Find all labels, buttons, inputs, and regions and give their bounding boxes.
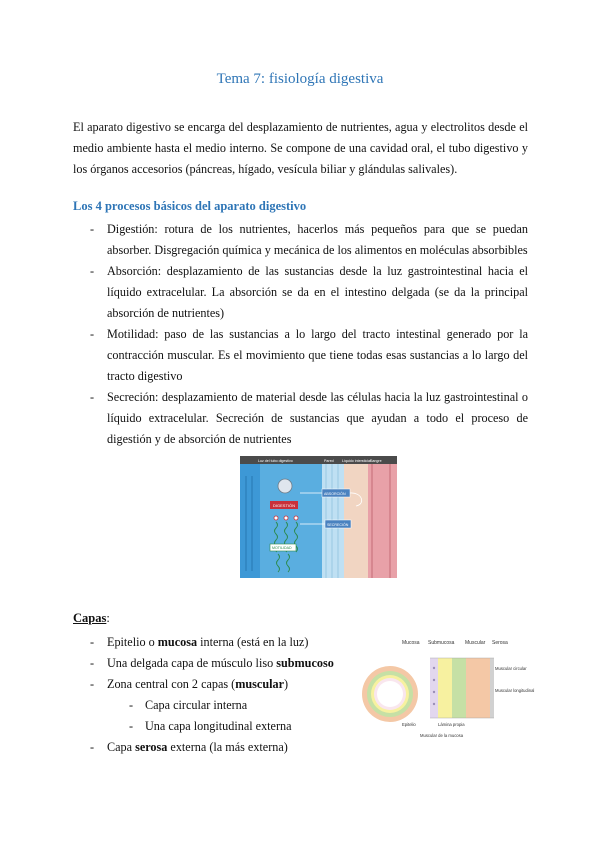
fig2-label-muscular-mucosa: Muscular de la mucosa bbox=[420, 733, 464, 738]
fig1-box-absorcion: ABSORCIÓN bbox=[324, 492, 346, 496]
list-item: - Absorción: desplazamiento de las sustancias desde la luz gastrointestinal hacia el líquido extracelular. La absorción se da en el intestino delgada (se da la principal absorción de nutrientes) bbox=[90, 264, 528, 320]
fig1-header-lumen: Luz del tubo digestivo bbox=[258, 459, 293, 463]
fig1-header-interstitial: Líquido intersticial bbox=[342, 459, 371, 463]
capas-heading-text: Capas bbox=[73, 611, 107, 625]
list-item: - Epitelio o mucosa interna (está en la luz) bbox=[90, 635, 309, 649]
list-item-text: Absorción: desplazamiento de las sustancias desde la luz gastrointestinal hacia el líquido extracelular. La absorción se da en el intestino delgada (se da la principal absorción de nutrientes) bbox=[107, 264, 528, 320]
fig2-label-epitelio: Epitelio bbox=[402, 722, 416, 727]
list-item: - Digestión: rotura de los nutrientes, hacerlos más pequeños para que se puedan absorber. Disgregación química y mecánica de los alimentos en moléculas absorbibles bbox=[90, 222, 528, 257]
digestive-layers-figure bbox=[360, 636, 535, 748]
digestive-processes-figure bbox=[240, 456, 397, 578]
section-heading-procesos: Los 4 procesos básicos del aparato digestivo bbox=[73, 199, 307, 213]
list-item-text: Digestión: rotura de los nutrientes, hacerlos más pequeños para que se puedan absorber. Disgregación química y mecánica de los alimentos en moléculas absorbibles bbox=[107, 222, 528, 257]
fig2-label-submucosa: Submucosa bbox=[428, 640, 455, 646]
intro-paragraph: El aparato digestivo se encarga del desplazamiento de nutrientes, agua y electrolitos desde el medio ambiente hasta el medio interno. Se compone de una cavidad oral, el tubo digestivo y los órganos accesorios (páncreas, hígado, vesícula biliar y glándulas salivales). bbox=[73, 120, 528, 176]
list-item: - Capa circular interna bbox=[129, 698, 248, 712]
list-item: - Secreción: desplazamiento de material desde las células hacia la luz gastrointestinal o líquido extracelular. Secreción de sustancias que ayudan a todo el proceso de digestión y de absorción de nutrientes bbox=[90, 390, 528, 446]
list-item: - Zona central con 2 capas (muscular) bbox=[90, 677, 289, 691]
capas-list bbox=[73, 632, 373, 758]
page-title: Tema 7: fisiología digestiva bbox=[216, 71, 384, 87]
fig2-label-serosa: Serosa bbox=[492, 640, 508, 646]
section-heading-capas bbox=[73, 611, 110, 626]
list-item: - Capa serosa externa (la más externa) bbox=[90, 740, 288, 754]
fig2-label-lamina-propia: Lámina propia bbox=[438, 722, 465, 727]
fig1-box-secrecion: SECRECIÓN bbox=[327, 523, 349, 527]
fig1-header-wall: Pared bbox=[324, 459, 334, 463]
fig2-label-muscular-circular: Muscular circular bbox=[495, 666, 527, 671]
fig2-label-muscular-longitudinal: Muscular longitudinal bbox=[495, 688, 535, 693]
list-item-text: Secreción: desplazamiento de material desde las células hacia la luz gastrointestinal o líquido extracelular. Secreción de sustancias que ayudan a todo el proceso de digestión y de absorción de nutrientes bbox=[107, 390, 528, 446]
fig1-box-motilidad: MOTILIDAD bbox=[272, 546, 292, 550]
list-item: - Una capa longitudinal externa bbox=[129, 719, 292, 733]
fig2-label-mucosa: Mucosa bbox=[402, 640, 420, 646]
fig1-box-digestion: DIGESTIÓN bbox=[273, 503, 296, 508]
capas-heading-colon: : bbox=[106, 611, 110, 625]
fig1-header-blood: Sangre bbox=[370, 459, 382, 463]
list-item-text: Motilidad: paso de las sustancias a lo largo del tracto intestinal generado por la contracción muscular. Es el movimiento que tiene todas esas sustancias a lo largo del tracto digestivo bbox=[107, 327, 528, 383]
procesos-list bbox=[73, 219, 528, 450]
list-item: - Motilidad: paso de las sustancias a lo largo del tracto intestinal generado por la contracción muscular. Es el movimiento que tiene todas esas sustancias a lo largo del tracto digestivo bbox=[90, 327, 528, 383]
list-item: - Una delgada capa de músculo liso submucoso bbox=[90, 656, 334, 670]
fig2-label-muscular: Muscular bbox=[465, 640, 486, 646]
